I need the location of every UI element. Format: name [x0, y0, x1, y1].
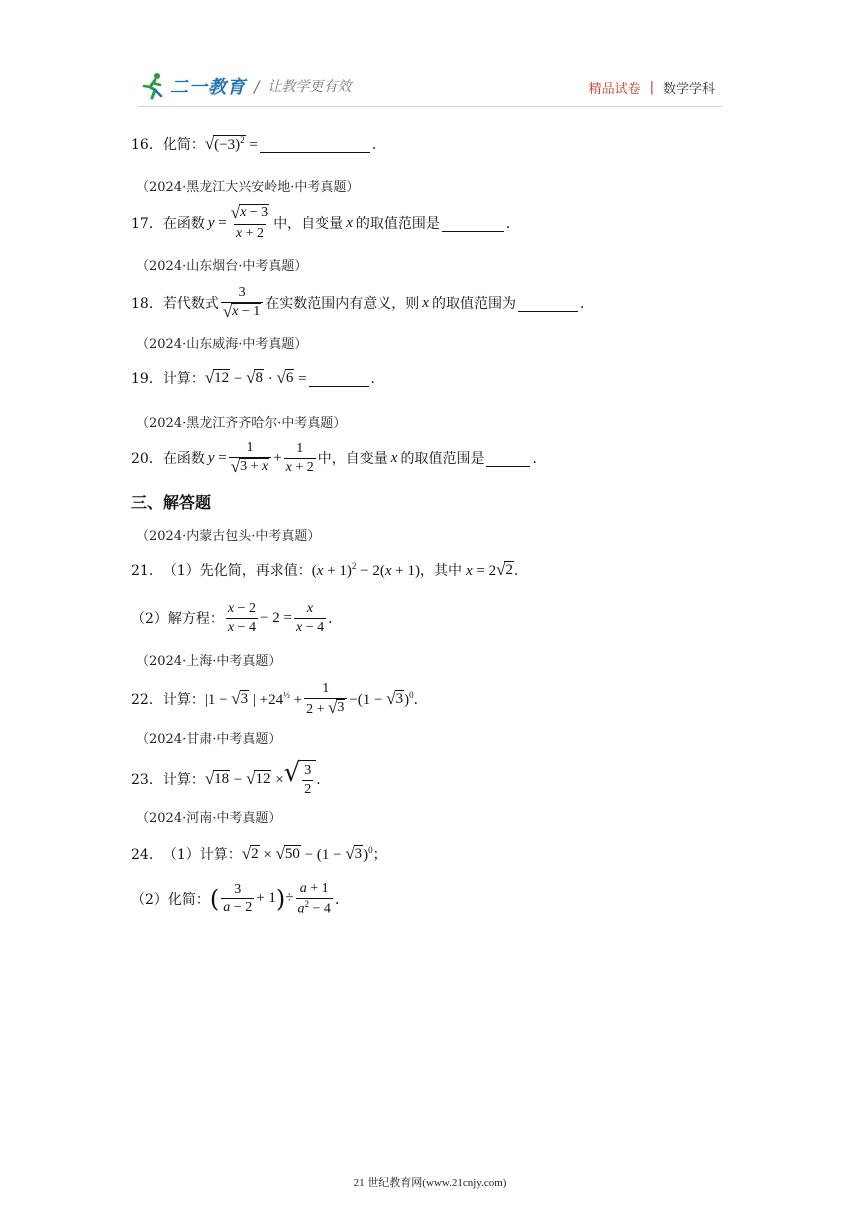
section-heading: 三、解答题 [131, 493, 212, 512]
question-number: 16． [131, 137, 163, 153]
formula: −(1 − √ 3 )$^0$ [349, 688, 414, 708]
formula: √ 18 − √ 12 × [204, 768, 284, 788]
formula: √ $(-3)^2$ = [204, 133, 258, 153]
formula: y = [207, 449, 227, 466]
header-rule [138, 106, 722, 107]
formula: x = 2 √ 2 [466, 559, 513, 579]
question-text: 在函数 [162, 216, 205, 232]
formula: y = [207, 214, 227, 231]
tag-separator: | [649, 80, 654, 95]
question-17 [131, 204, 520, 242]
question-21-part-1 [131, 560, 528, 580]
question-number: 20． [131, 451, 163, 467]
question-number: 17． [131, 216, 163, 232]
formula: √ 2 × √ 50 − (1 − √ 3 )$^0$ [241, 843, 373, 863]
question-text: 的取值范围为 [431, 296, 516, 312]
question-tail: ． [334, 891, 349, 908]
question-text: 中，自变量 [273, 216, 344, 232]
fraction: $\frac{x}{x - 4}$ [295, 601, 325, 635]
question-tail: ． [371, 137, 386, 153]
question-text: 计算： [162, 371, 205, 387]
formula: $(x + 1)^2 - 2(x + 1)$ [311, 560, 420, 579]
variable: x [346, 214, 353, 231]
question-text: 的取值范围是 [355, 216, 440, 232]
question-tail: ． [505, 216, 520, 232]
logo-divider: / [254, 76, 260, 96]
answer-blank [260, 136, 370, 153]
fraction: 1 2 + √ 3 [304, 680, 347, 718]
question-text: 计算： [162, 692, 205, 708]
question-24-part-1 [131, 844, 387, 864]
question-tail: ． [579, 296, 594, 312]
header-tags [589, 78, 715, 97]
page-header [0, 0, 860, 120]
question-24-part-2: （2）化简： ( $\frac{3}{a - 2}$ + 1 ) ÷ $\frac{a + 1}{a^2 - 4}$ ． [131, 881, 349, 917]
question-tail: ． [513, 563, 528, 579]
page-footer: 21 世纪教育网(www.21cnjy.com) [353, 1177, 507, 1189]
sqrt-fraction: √ $\frac{3}{2}$ [284, 760, 317, 798]
question-text: 中，自变量 [317, 451, 388, 467]
variable: x [390, 449, 398, 466]
answer-blank [309, 370, 369, 387]
runner-logo-icon [140, 72, 166, 100]
source-24: （2024·河南·中考真题） [136, 811, 282, 826]
question-number: 19． [131, 371, 163, 387]
question-16 [131, 134, 386, 154]
formula: √ 12 − √ 8 · √ 6 = [204, 367, 307, 387]
fraction: √ x − 3 x + 2 [230, 203, 269, 241]
question-text: 计算： [162, 772, 205, 788]
fraction: $\frac{a + 1}{a^2 - 4}$ [297, 881, 331, 917]
fraction: $\frac{3}{a - 2}$ [223, 881, 253, 916]
source-17: （2024·黑龙江大兴安岭地·中考真题） [136, 180, 360, 195]
fraction: $\frac{x - 2}{x - 4}$ [227, 601, 257, 635]
question-text: 在函数 [162, 451, 205, 467]
tag-premium: 精品试卷 [588, 82, 641, 97]
source-18: （2024·山东烟台·中考真题） [136, 259, 308, 274]
question-tail: ． [328, 611, 343, 627]
question-text: （2）化简： [131, 891, 210, 908]
slogan: 让教学更有效 [267, 79, 352, 95]
question-number: 21． [131, 563, 163, 579]
question-text: 的取值范围是 [400, 451, 485, 467]
question-tail: ． [532, 451, 547, 467]
formula: |1 − √ 3 | $+24^{\frac{1}{2}}$ + [204, 688, 303, 708]
question-23 [131, 760, 330, 798]
question-number: 24． [131, 847, 163, 863]
question-text: 若代数式 [162, 296, 219, 312]
question-18 [131, 284, 594, 322]
fraction: 1 √ 3 + x [229, 439, 271, 477]
question-tail: ． [370, 371, 385, 387]
variable: x [422, 294, 429, 311]
source-20: （2024·黑龙江齐齐哈尔·中考真题） [136, 416, 347, 431]
question-19 [131, 368, 385, 388]
question-text: （1）先化简，再求值： [162, 563, 312, 579]
fraction: $\frac{1}{x + 2}$ [285, 441, 314, 475]
question-text: 在实数范围内有意义，则 [265, 296, 420, 312]
answer-blank [486, 450, 530, 467]
question-tail: ； [372, 847, 387, 863]
source-21: （2024·内蒙古包头·中考真题） [136, 529, 321, 544]
question-text: ，其中 [420, 563, 462, 579]
question-text: （1）计算： [162, 847, 242, 863]
brand-name: 二一教育 [170, 77, 246, 98]
question-tail: ． [413, 692, 428, 708]
question-number: 18． [131, 296, 163, 312]
source-19: （2024·山东威海·中考真题） [136, 337, 308, 352]
source-22: （2024·上海·中考真题） [136, 654, 282, 669]
question-number: 23． [131, 772, 163, 788]
question-21-part-2: （2）解方程： $\frac{x - 2}{x - 4}$ − 2 = $\frac{x}{x - 4}$ ． [131, 601, 343, 635]
question-text: （2）解方程： [131, 611, 224, 627]
answer-blank [442, 215, 504, 232]
answer-blank [518, 295, 578, 312]
question-number: 22． [131, 692, 163, 708]
logo [140, 70, 351, 102]
question-tail: ． [316, 772, 331, 788]
question-22 [131, 680, 428, 718]
question-20: 20． 在函数 y = 1 √ 3 + x + $\frac{1}{x + 2}$ 中，自变量 x 的取值范围是 ． [131, 440, 547, 476]
tag-subject: 数学学科 [662, 82, 715, 97]
question-text: 化简： [162, 137, 205, 153]
source-23: （2024·甘肃·中考真题） [136, 732, 282, 747]
fraction: 3 √ x − 1 [221, 284, 263, 322]
